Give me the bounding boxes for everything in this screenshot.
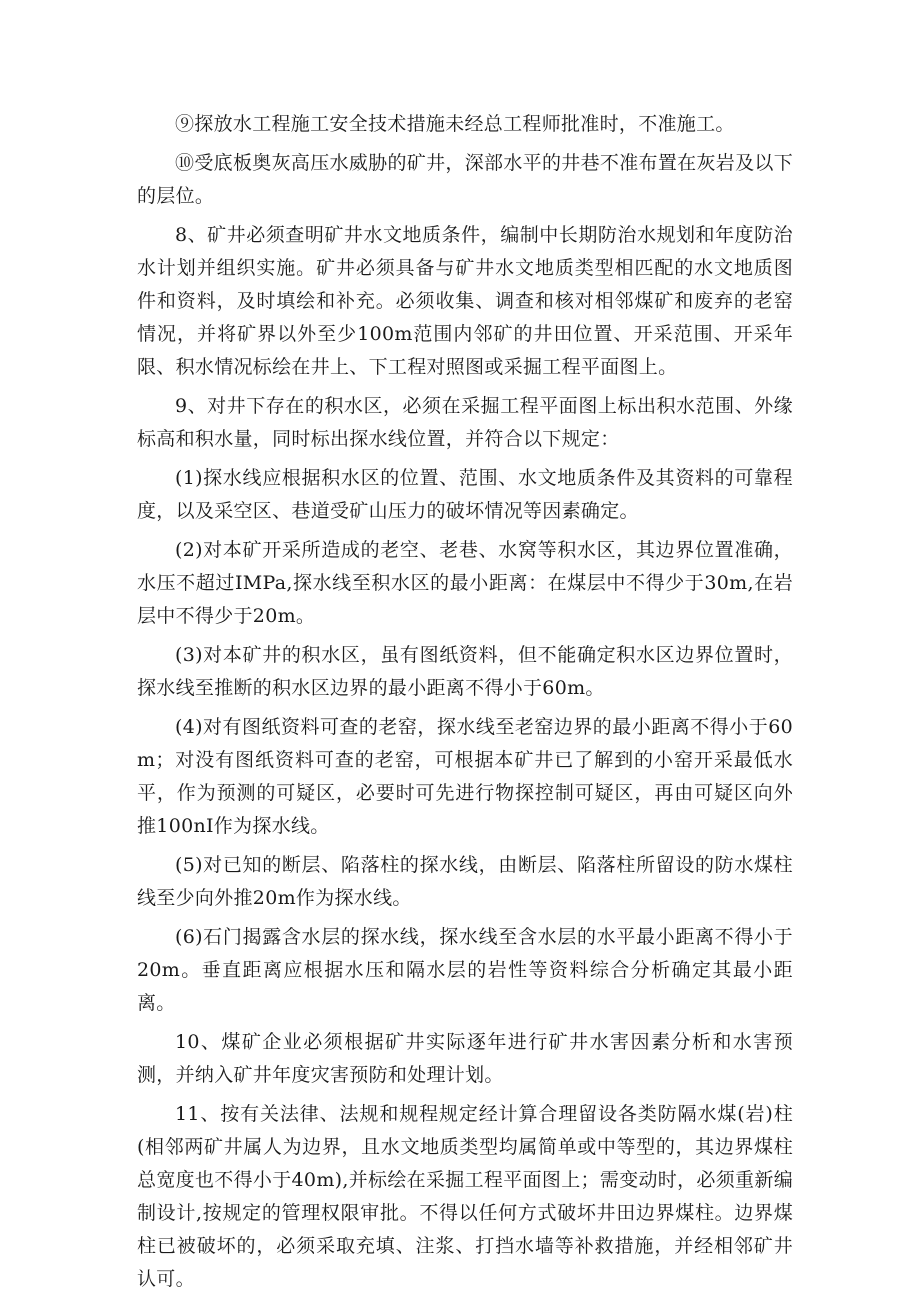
paragraph-rule-4: (4)对有图纸资料可查的老窑，探水线至老窑边界的最小距离不得小于60m；对没有图纸资料可查的老窑，可根据本矿井已了解到的小窑开采最低水平，作为预测的可疑区，必要时可先进行物探控制可疑区，再由可疑区向外推100nI作为探水线。 [137, 716, 793, 837]
paragraph-rule-2: (2)对本矿开采所造成的老空、老巷、水窝等积水区，其边界位置准确，水压不超过IMPa,探水线至积水区的最小距离：在煤层中不得少于30m,在岩层中不得少于20m。 [137, 539, 793, 627]
paragraph-rule-6: (6)石门揭露含水层的探水线，探水线至含水层的水平最小距离不得小于20m。垂直距离应根据水压和隔水层的岩性等资料综合分析确定其最小距离。 [137, 926, 793, 1014]
paragraph-section-10: 10、煤矿企业必须根据矿井实际逐年进行矿井水害因素分析和水害预测，并纳入矿井年度灾害预防和处理计划。 [137, 1031, 793, 1086]
paragraph-rule-5: (5)对已知的断层、陷落柱的探水线，由断层、陷落柱所留设的防水煤柱线至少向外推20m作为探水线。 [137, 854, 793, 909]
paragraph-section-9: 9、对井下存在的积水区，必须在采掘工程平面图上标出积水范围、外缘标高和积水量，同时标出探水线位置，并符合以下规定： [137, 395, 793, 450]
document-body [137, 108, 793, 1296]
paragraph-section-8: 8、矿井必须查明矿井水文地质条件，编制中长期防治水规划和年度防治水计划并组织实施。矿井必须具备与矿井水文地质类型相匹配的水文地质图件和资料，及时填绘和补充。必须收集、调查和核对相邻煤矿和废弃的老窑情况，并将矿界以外至少100m范围内邻矿的井田位置、开采范围、开采年限、积水情况标绘在井上、下工程对照图或采掘工程平面图上。 [137, 224, 793, 378]
paragraph-item-9: ⑨探放水工程施工安全技术措施未经总工程师批准时，不准施工。 [175, 113, 735, 135]
paragraph-item-10: ⑩受底板奥灰高压水威胁的矿井，深部水平的井巷不准布置在灰岩及以下的层位。 [137, 152, 793, 207]
paragraph-rule-3: (3)对本矿井的积水区，虽有图纸资料，但不能确定积水区边界位置时，探水线至推断的积水区边界的最小距离不得小于60m。 [137, 644, 793, 699]
paragraph-rule-1: (1)探水线应根据积水区的位置、范围、水文地质条件及其资料的可靠程度，以及采空区、巷道受矿山压力的破坏情况等因素确定。 [137, 467, 793, 522]
paragraph-section-11: 11、按有关法律、法规和规程规定经计算合理留设各类防隔水煤(岩)柱(相邻两矿井属人为边界，且水文地质类型均属简单或中等型的，其边界煤柱总宽度也不得小于40m),并标绘在采掘工程平面图上；需变动时，必须重新编制设计,按规定的管理权限审批。不得以任何方式破坏井田边界煤柱。边界煤柱已被破坏的，必须采取充填、注浆、打挡水墙等补救措施，并经相邻矿井认可。 [137, 1103, 793, 1290]
